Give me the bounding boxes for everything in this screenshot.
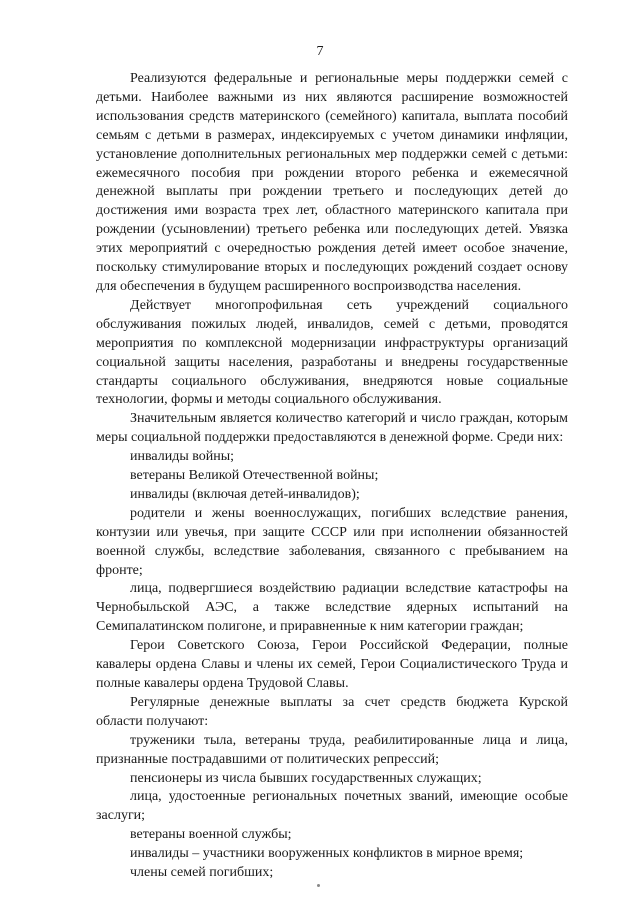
list-item: ветераны военной службы;: [130, 827, 292, 843]
list-item: пенсионеры из числа бывших государственных служащих;: [130, 770, 482, 786]
list-item: инвалиды (включая детей-инвалидов);: [130, 486, 360, 502]
list-item: лица, подвергшиеся воздействию радиации вследствие катастрофы на Чернобыльской АЭС, а также вследствие ядерных испытаний на Семипалатинском полигоне, и приравненные к ним категории граждан;: [96, 581, 568, 635]
page-number: 7: [316, 44, 324, 59]
paragraph-regional-payments-intro: Регулярные денежные выплаты за счет средств бюджета Курской области получают:: [96, 694, 568, 729]
list-item: родители и жены военнослужащих, погибших вследствие ранения, контузии или увечья, при защите СССР или при исполнении обязанностей военной службы, вследствие заболевания, связанного с пребыванием на фронте;: [96, 505, 568, 578]
paragraph-family-support: Реализуются федеральные и региональные меры поддержки семей с детьми. Наиболее важными из них являются расширение возможностей использования средств материнского (семейного) капитала, выплата пособий семьям с детьми в размерах, индексируемых с учетом динамики инфляции, установление дополнительных региональных мер поддержки семей с детьми: ежемесячного пособия при рождении второго ребенка и ежемесячной денежной выплаты при рождении третьего и последующих детей до достижения ими возраста трех лет, областного материнского капитала при рождении (усыновлении) третьего ребенка или последующих детей. Увязка этих мероприятий с очередностью рождения детей имеет особое значение, поскольку стимулирование вторых и последующих рождений создает основу для обеспечения в будущем расширенного воспроизводства населения.: [96, 71, 568, 294]
list-item: члены семей погибших;: [130, 865, 274, 881]
document-body: [96, 70, 568, 883]
list-item: Герои Советского Союза, Герои Российской Федерации, полные кавалеры ордена Славы и члены их семей, Герои Социалистического Труда и полные кавалеры ордена Трудовой Славы.: [96, 638, 568, 691]
list-item: инвалиды – участники вооруженных конфликтов в мирное время;: [130, 846, 524, 862]
list-item: инвалиды войны;: [130, 449, 235, 465]
paragraph-cash-benefits-intro: Значительным является количество категорий и число граждан, которым меры социальной поддержки предоставляются в денежной форме. Среди них:: [96, 411, 568, 446]
paragraph-social-services: Действует многопрофильная сеть учреждений социального обслуживания пожилых людей, инвалидов, семей с детьми, проводятся мероприятия по комплексной модернизации инфраструктуры организаций социальной защиты населения, разработаны и внедрены государственные стандарты социального обслуживания, внедряются новые социальные технологии, формы и методы социального обслуживания.: [96, 297, 568, 408]
list-item: ветераны Великой Отечественной войны;: [130, 468, 379, 484]
list-item: труженики тыла, ветераны труда, реабилитированные лица и лица, признанные пострадавшими от политических репрессий;: [96, 732, 568, 767]
list-item: лица, удостоенные региональных почетных званий, имеющие особые заслуги;: [96, 789, 568, 824]
scan-speck: [317, 884, 320, 887]
